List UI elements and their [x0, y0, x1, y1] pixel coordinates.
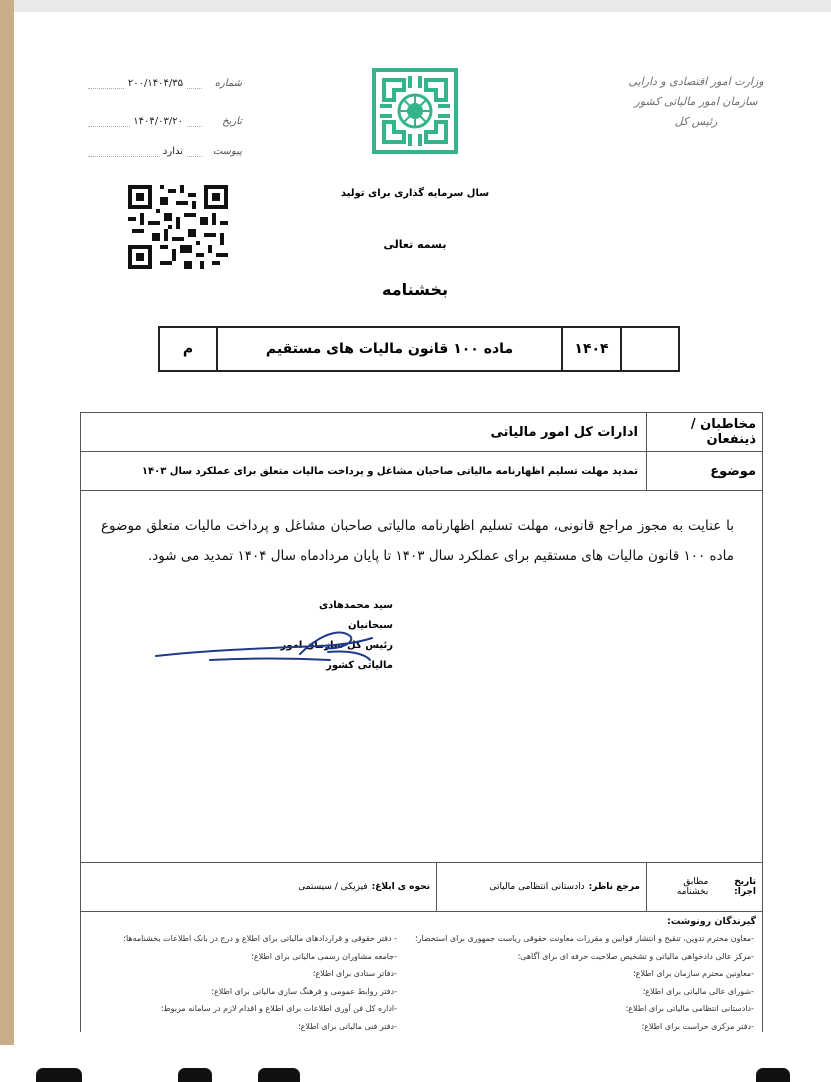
cc-right-list: [414, 930, 754, 1035]
ref-year: ۱۴۰۴: [561, 328, 620, 370]
signatory-name: سید محمدهادی سبحانیان: [318, 600, 393, 631]
effective-date-value: مطابق بخشنامه: [676, 877, 709, 897]
letter-frame: [80, 412, 763, 1032]
bismillah: بسمه تعالی: [383, 238, 447, 251]
body-text: با عنایت به مجوز مراجع قانونی، مهلت تسلیم اظهارنامه مالیاتی صاحبان مشاغل و پرداخت مالیات متعلق موضوع ماده ۱۰۰ قانون مالیات های مستقیم برای عملکرد سال ۱۴۰۳ تا پایان مردادماه سال ۱۴۰۴ تمدید می شود.: [101, 518, 734, 564]
notify-label: نحوه ی ابلاغ:: [371, 882, 430, 892]
qr-code-icon: [128, 184, 228, 270]
cc-item: -جامعه مشاوران رسمی مالیاتی برای اطلاع؛: [251, 951, 397, 961]
top-bar: [0, 0, 831, 12]
cc-item: -شورای عالی مالیاتی برای اطلاع؛: [642, 986, 754, 996]
date-value: ۱۴۰۴/۰۳/۲۰: [130, 116, 186, 127]
ministry-line-1: وزارت امور اقتصادی و دارایی: [628, 75, 764, 88]
tax-organization-logo-icon: [370, 66, 460, 156]
reference-table: [158, 326, 680, 372]
recipients-label: مخاطبان / ذینفعان: [646, 413, 762, 451]
document-title: بخشنامه: [382, 280, 448, 299]
cc-item: -اداره کل فن آوری اطلاعات برای اطلاع و اقدام لازم در سامانه مربوط؛: [160, 1004, 397, 1013]
cc-item: -دفتر فنی مالیاتی برای اطلاع؛: [298, 1021, 397, 1031]
subject-label: موضوع: [646, 452, 762, 490]
subject-value: تمدید مهلت تسلیم اظهارنامه مالیاتی صاحبان مشاغل و پرداخت مالیات متعلق برای عملکرد سال ۱۴۰۳: [141, 465, 638, 477]
recipients-value: ادارات کل امور مالیاتی: [490, 424, 638, 440]
cc-item: -معاونین محترم سازمان برای اطلاع؛: [633, 969, 754, 978]
cc-item: -دفاتر ستادی برای اطلاع؛: [312, 969, 397, 978]
letter-number: [88, 78, 248, 96]
paper-edge: [0, 0, 14, 1045]
authority-cell: [436, 863, 646, 911]
attachment-label: پیوست: [212, 146, 242, 157]
footer-row: [81, 862, 762, 912]
ref-cell-blank: [620, 328, 678, 370]
number-label: شماره: [214, 78, 242, 89]
number-value: ۲۰۰/۱۴۰۴/۳۵: [125, 78, 186, 89]
letter-date: [88, 116, 248, 134]
cc-item: -مرکز عالی دادخواهی مالیاتی و تشخیص صلاحیت حرفه ای برای آگاهی؛: [517, 951, 754, 961]
recipients-row: [81, 413, 762, 452]
date-label: تاریخ: [222, 116, 242, 127]
authority-label: مرجع ناظر:: [588, 882, 640, 892]
attachment-value: ندارد: [160, 146, 186, 157]
ministry-line-3: رئیس کل: [674, 115, 718, 128]
subject-row: [81, 452, 762, 491]
cc-item: -دفتر مرکزی حراست برای اطلاع؛: [641, 1021, 754, 1031]
letter-attachment: [88, 146, 248, 164]
signatory-title: رئیس کل سازمان امور مالیاتی کشور: [280, 640, 393, 671]
ministry-header: [611, 72, 781, 132]
cc-item: - دفتر حقوقی و قراردادهای مالیاتی برای اطلاع و درج در بانک اطلاعات بخشنامه‌ها؛: [123, 934, 397, 943]
handwritten-signature-icon: [150, 624, 390, 664]
bottom-area: [0, 1045, 831, 1080]
cc-item: -دفتر روابط عمومی و فرهنگ سازی مالیاتی برای اطلاع؛: [211, 986, 397, 996]
cc-item: -معاون محترم تدوین، تنقیح و انتشار قوانین و مقررات معاونت حقوقی ریاست جمهوری برای استحضار؛: [415, 934, 754, 943]
ministry-line-2: سازمان امور مالیاتی کشور: [634, 95, 758, 108]
ref-subject: ماده ۱۰۰ قانون مالیات های مستقیم: [216, 328, 561, 370]
ref-code: م: [182, 341, 194, 357]
effective-date-label: تاریخ اجرا:: [734, 877, 756, 897]
authority-value: دادستانی انتظامی مالیاتی: [489, 882, 585, 892]
cc-item: -دادستانی انتظامی مالیاتی برای اطلاع؛: [625, 1004, 754, 1013]
cc-title: گیرندگان رونوشت:: [667, 916, 756, 927]
cc-left-list: [97, 930, 397, 1035]
notify-value: فیزیکی / سیستمی: [298, 882, 368, 892]
notify-cell: [81, 863, 436, 911]
effective-date-cell: [646, 863, 762, 911]
year-slogan: سال سرمایه گذاری برای تولید: [340, 188, 490, 199]
